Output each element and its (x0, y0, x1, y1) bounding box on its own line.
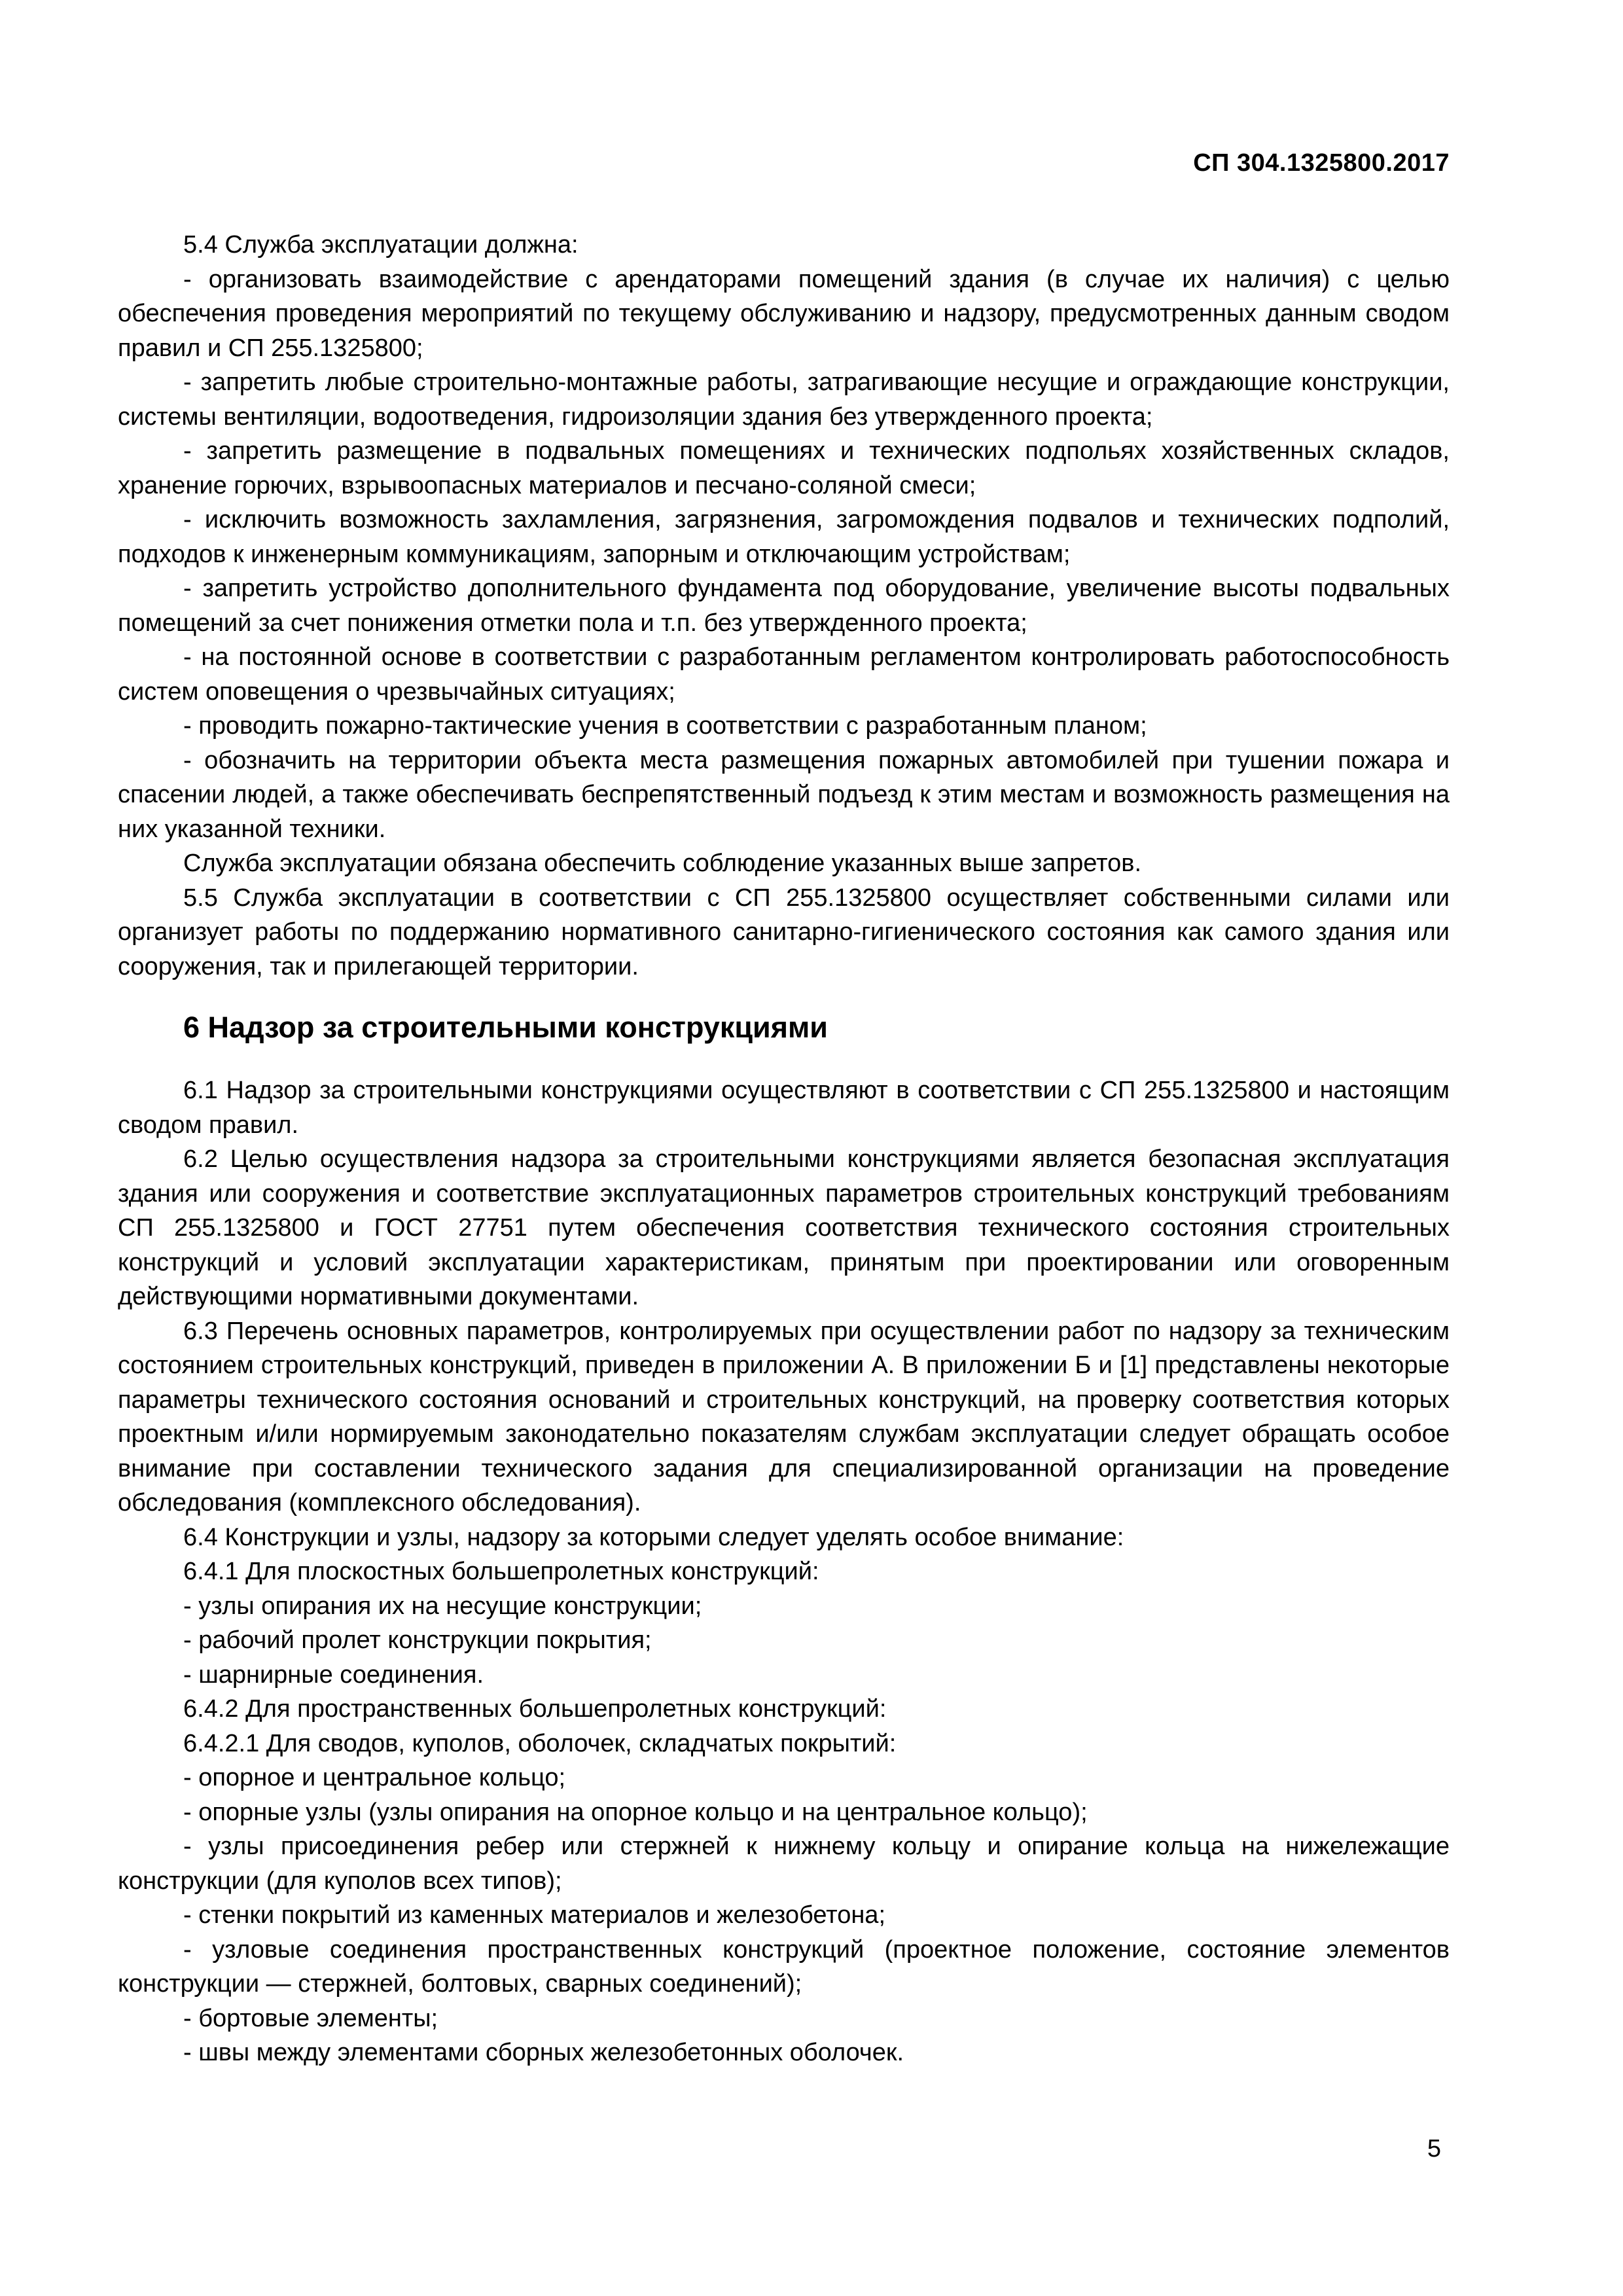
page-number: 5 (1427, 2135, 1441, 2162)
paragraph-6-4-1: 6.4.1 Для плоскостных большепролетных конструкций: (183, 1558, 819, 1585)
list-item: - организовать взаимодействие с арендаторами помещений здания (в случае их наличия) с целью обеспечения проведения мероприятий по текущему обслуживанию и надзору, предусмотренных данным сводом правил и СП 255.1325800; (118, 265, 1450, 362)
list-item: - исключить возможность захламления, загрязнения, загромождения подвалов и технических подполий, подходов к инженерным коммуникациям, запорным и отключающим устройствам; (118, 506, 1450, 568)
list-item: - на постоянной основе в соответствии с разработанным регламентом контролировать работоспособность систем оповещения о чрезвычайных ситуациях; (118, 643, 1450, 706)
paragraph-6-4-2: 6.4.2 Для пространственных большепролетных конструкций: (183, 1695, 887, 1723)
paragraph-6-4-2-1: 6.4.2.1 Для сводов, куполов, оболочек, складчатых покрытий: (183, 1729, 897, 1757)
list-item: - обозначить на территории объекта места размещения пожарных автомобилей при тушении пожара и спасении людей, а также обеспечивать беспрепятственный подъезд к этим местам и возможность размещения на них указанной техники. (118, 746, 1450, 843)
list-item: - рабочий пролет конструкции покрытия; (183, 1626, 652, 1654)
document-code-header: СП 304.1325800.2017 (1193, 149, 1450, 177)
paragraph-6-1: 6.1 Надзор за строительными конструкциями осуществляют в соответствии с СП 255.1325800 и настоящим сводом правил. (118, 1077, 1450, 1139)
list-item: - узловые соединения пространственных конструкций (проектное положение, состояние элементов конструкции — стержней, болтовых, сварных соединений); (118, 1935, 1450, 1998)
list-item: - проводить пожарно-тактические учения в соответствии с разработанным планом; (183, 712, 1147, 740)
list-item: - опорные узлы (узлы опирания на опорное кольцо и на центральное кольцо); (183, 1798, 1088, 1826)
section-6-title: 6 Надзор за строительными конструкциями (183, 1011, 828, 1044)
section-6-body (118, 1073, 1450, 2070)
paragraph-6-3: 6.3 Перечень основных параметров, контролируемых при осуществлении работ по надзору за техническим состоянием строительных конструкций, приведен в приложении А. В приложении Б и [1] представлены некоторые параметры технического состояния оснований и строительных конструкций, на проверку соответствия которых проектным и/или нормируемым законодательно показателям службам эксплуатации следует обращать особое внимание при составлении технического задания для специализированной организации на проведение обследования (комплексного обследования). (118, 1317, 1450, 1516)
list-item: - запретить размещение в подвальных помещениях и технических подпольях хозяйственных складов, хранение горючих, взрывоопасных материалов и песчано-соляной смеси; (118, 437, 1450, 499)
paragraph-5-4: 5.4 Служба эксплуатации должна: (183, 231, 579, 259)
list-item: - опорное и центральное кольцо; (183, 1764, 566, 1791)
list-item: - узлы опирания их на несущие конструкции; (183, 1592, 702, 1620)
paragraph-obligation: Служба эксплуатации обязана обеспечить соблюдение указанных выше запретов. (183, 850, 1142, 877)
list-item: - узлы присоединения ребер или стержней к нижнему кольцу и опирание кольца на нижележащие конструкции (для куполов всех типов); (118, 1833, 1450, 1895)
paragraph-6-2: 6.2 Целью осуществления надзора за строительными конструкциями является безопасная эксплуатация здания или сооружения и соответствие эксплуатационных параметров строительных конструкций требованиям СП 255.1325800 и ГОСТ 27751 путем обеспечения соответствия технического состояния строительных конструкций и условий эксплуатации характеристикам, принятым при проектировании или оговоренным действующими нормативными документами. (118, 1145, 1450, 1310)
list-item: - стенки покрытий из каменных материалов и железобетона; (183, 1901, 885, 1929)
list-item: - шарнирные соединения. (183, 1660, 484, 1689)
section-5-body (118, 228, 1450, 984)
list-item: - запретить любые строительно-монтажные работы, затрагивающие несущие и ограждающие конструкции, системы вентиляции, водоотведения, гидроизоляции здания без утвержденного проекта; (118, 368, 1450, 431)
list-item: - швы между элементами сборных железобетонных оболочек. (183, 2039, 904, 2066)
list-item: - запретить устройство дополнительного фундамента под оборудование, увеличение высоты подвальных помещений за счет понижения отметки пола и т.п. без утвержденного проекта; (118, 575, 1450, 637)
paragraph-6-4: 6.4 Конструкции и узлы, надзору за которыми следует уделять особое внимание: (183, 1523, 1124, 1551)
list-item: - бортовые элементы; (183, 2004, 438, 2032)
paragraph-5-5: 5.5 Служба эксплуатации в соответствии с СП 255.1325800 осуществляет собственными силами или организует работы по поддержанию нормативного санитарно-гигиенического состояния как самого здания или сооружения, так и прилегающей территории. (118, 884, 1450, 980)
